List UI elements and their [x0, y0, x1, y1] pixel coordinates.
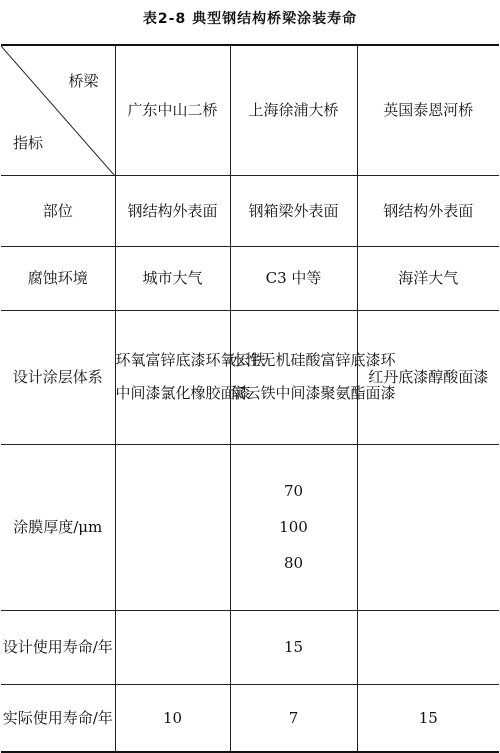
- cell-line: 氧云铁中间漆聚氨酯面漆: [230, 384, 396, 402]
- cell-line: 100: [279, 518, 308, 536]
- table-cell: [357, 610, 499, 684]
- table-row: [1, 684, 499, 752]
- table-title: 表2-8 典型钢结构桥梁涂装寿命: [142, 11, 358, 27]
- table-cell: 钢箱梁外表面: [230, 175, 357, 246]
- table-row: [1, 175, 499, 246]
- diag-label-bridge: 桥梁: [68, 72, 99, 90]
- cell-line: 中间漆氯化橡胶面漆: [115, 384, 251, 402]
- table-cell: [230, 444, 357, 610]
- cell-line: 红丹底漆醇酸面漆: [368, 368, 489, 386]
- row-label: 实际使用寿命/年: [1, 684, 115, 752]
- table-row: [1, 610, 499, 684]
- table-row: [1, 310, 499, 444]
- row-label: 设计使用寿命/年: [1, 610, 115, 684]
- table-cell: [357, 444, 499, 610]
- row-label: 设计涂层体系: [1, 310, 115, 444]
- table-cell: 10: [115, 684, 230, 752]
- table-row: [1, 246, 499, 310]
- header-bridge-3: 英国泰恩河桥: [357, 45, 499, 175]
- cell-line: 水性无机硅酸富锌底漆环: [230, 351, 396, 369]
- header-bridge-1: 广东中山二桥: [115, 45, 230, 175]
- table-cell: 海洋大气: [357, 246, 499, 310]
- table-cell: [230, 310, 396, 444]
- header-bridge-2: 上海徐浦大桥: [230, 45, 357, 175]
- cell-line: 80: [283, 554, 304, 572]
- cell-line: 70: [283, 482, 304, 500]
- table-cell: 7: [230, 684, 357, 752]
- table-cell: 钢结构外表面: [115, 175, 230, 246]
- diag-label-indicator: 指标: [13, 134, 44, 152]
- table-cell: 钢结构外表面: [357, 175, 499, 246]
- table-cell: 15: [357, 684, 499, 752]
- row-label: 涂膜厚度/μm: [1, 444, 115, 610]
- table-cell: 15: [230, 610, 357, 684]
- table-cell: [115, 310, 266, 444]
- row-label: 腐蚀环境: [1, 246, 115, 310]
- table-cell: [115, 444, 230, 610]
- coating-life-table: [1, 44, 499, 753]
- diagonal-line: [1, 46, 115, 176]
- table-cell: 城市大气: [115, 246, 230, 310]
- row-label: 部位: [1, 175, 115, 246]
- table-cell: [357, 310, 499, 444]
- table-row: [1, 444, 499, 610]
- table-cell: C3 中等: [230, 246, 357, 310]
- table-cell: [115, 610, 230, 684]
- header-row: [1, 45, 499, 175]
- diagonal-header-cell: [1, 45, 115, 175]
- cell-line: 环氧富锌底漆环氧云铁: [115, 351, 266, 369]
